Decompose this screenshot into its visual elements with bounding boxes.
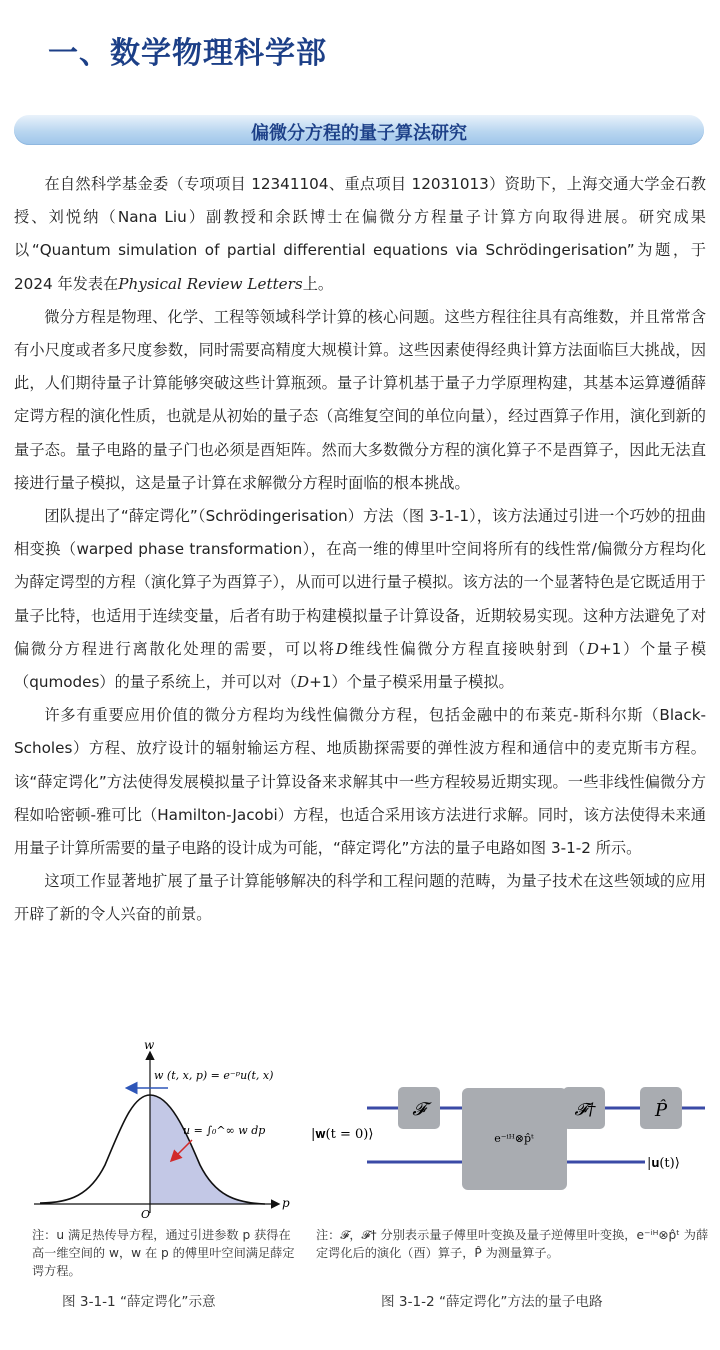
figure1-caption: 图 3-1-1 “薛定谔化”示意 (62, 1294, 216, 1310)
shaded-area (150, 1095, 265, 1204)
article-title-banner (14, 115, 704, 145)
article-body (14, 168, 706, 932)
paragraph-3: 团队提出了“薛定谔化”（Schrödingerisation）方法（图 3-1-1），该方法通过引进一个巧妙的扭曲相变换（warped phase transformation），在高一维的傅里叶空间将所有的线性常/偏微分方程均化为薛定谔型的方程（演化算子为酉算子），从而可以进行量子模拟。该方法的一个显著特色是它既适用于量子比特，也适用于连续变量，后者有助于构建模拟量子计算设备，近期较易实现。这种方法避免了对偏微分方程进行离散化处理的需要，可以将D维线性偏微分方程直接映射到（D+1）个量子模（qumodes）的量子系统上，并可以对（D+1）个量子模采用量子模拟。 (14, 507, 707, 692)
figure-quantum-circuit (305, 1070, 715, 1205)
article-title: 偏微分方程的量子算法研究 (251, 123, 467, 144)
section-title: 一、数学物理科学部 (48, 36, 327, 71)
formula-w: w (t, x, p) = e⁻ᵖu(t, x) (154, 1069, 274, 1082)
gate-measurement-label: P̂ (654, 1100, 668, 1121)
gate-inverse-fourier-label: 𝓕† (574, 1100, 596, 1120)
origin-label: O (141, 1208, 151, 1221)
paragraph-1: 在自然科学基金委（专项项目 12341104、重点项目 12031013）资助下，上海交通大学金石教授、刘悦纳（Nana Liu）副教授和余跃博士在偏微分方程量子计算方向取得进展。研究成果以“Quantum simulation of partial differential equations via Schrödingerisation”为题，于 2024 年发表在Physical Review Letters上。 (14, 175, 706, 293)
figure2-caption: 图 3-1-2 “薛定谔化”方法的量子电路 (381, 1294, 603, 1310)
p-axis-label: p (282, 1196, 290, 1210)
paragraph-2: 微分方程是物理、化学、工程等领域科学计算的核心问题。这些方程往往具有高维数，并且常常含有小尺度或者多尺度参数，同时需要高精度大规模计算。这些因素使得经典计算方法面临巨大挑战，因此，人们期待量子计算能够突破这些计算瓶颈。量子计算机基于量子力学原理构建，其基本运算遵循薛定谔方程的演化性质，也就是从初始的量子态（高维复空间的单位向量），经过酉算子作用，演化到新的量子态。量子电路的量子门也必须是酉矩阵。然而大多数微分方程的演化算子不是酉算子，因此无法直接进行量子模拟，这是量子计算在求解微分方程时面临的根本挑战。 (14, 307, 706, 492)
w-axis-label: w (144, 1038, 155, 1052)
figure1-note: 注：u 满足热传导方程，通过引进参数 p 获得在高一维空间的 w，w 在 p 的傅里叶空间满足薛定谔方程。 (32, 1228, 295, 1278)
gate-fourier-label: 𝓕 (412, 1099, 426, 1120)
gate-evolution-label: e⁻ⁱᴴ⊗p̂ᵗ (494, 1132, 534, 1145)
formula-u: u = ∫₀^∞ w dp (183, 1124, 266, 1137)
input-state-label: |𝐰(t = 0)⟩ (311, 1127, 374, 1142)
output-state-label: |𝐮(t)⟩ (647, 1156, 680, 1171)
journal-name: Physical Review Letters (118, 274, 303, 293)
figure2-note: 注：𝓕，𝓕† 分别表示量子傅里叶变换及量子逆傅里叶变换，e⁻ⁱᴴ⊗p̂ᵗ 为薛定谔化后的演化（酉）算子，P̂ 为测量算子。 (316, 1228, 709, 1260)
paragraph-5: 这项工作显著地扩展了量子计算能够解决的科学和工程问题的范畴，为量子技术在这些领域的应用开辟了新的令人兴奋的前景。 (14, 872, 706, 924)
figure-schrodingerisation-diagram (20, 1035, 310, 1235)
paragraph-4: 许多有重要应用价值的微分方程均为线性偏微分方程，包括金融中的布莱克-斯科尔斯（Black-Scholes）方程、放疗设计的辐射输运方程、地质勘探需要的弹性波方程和通信中的麦克斯韦方程。该“薛定谔化”方法使得发展模拟量子计算设备来求解其中一些方程较易近期实现。一些非线性偏微分方程如哈密顿-雅可比（Hamilton-Jacobi）方程，也适合采用该方法进行求解。同时，该方法使得未来通用量子计算所需要的量子电路的设计成为可能，“薛定谔化”方法的量子电路如图 3-1-2 所示。 (14, 706, 706, 858)
